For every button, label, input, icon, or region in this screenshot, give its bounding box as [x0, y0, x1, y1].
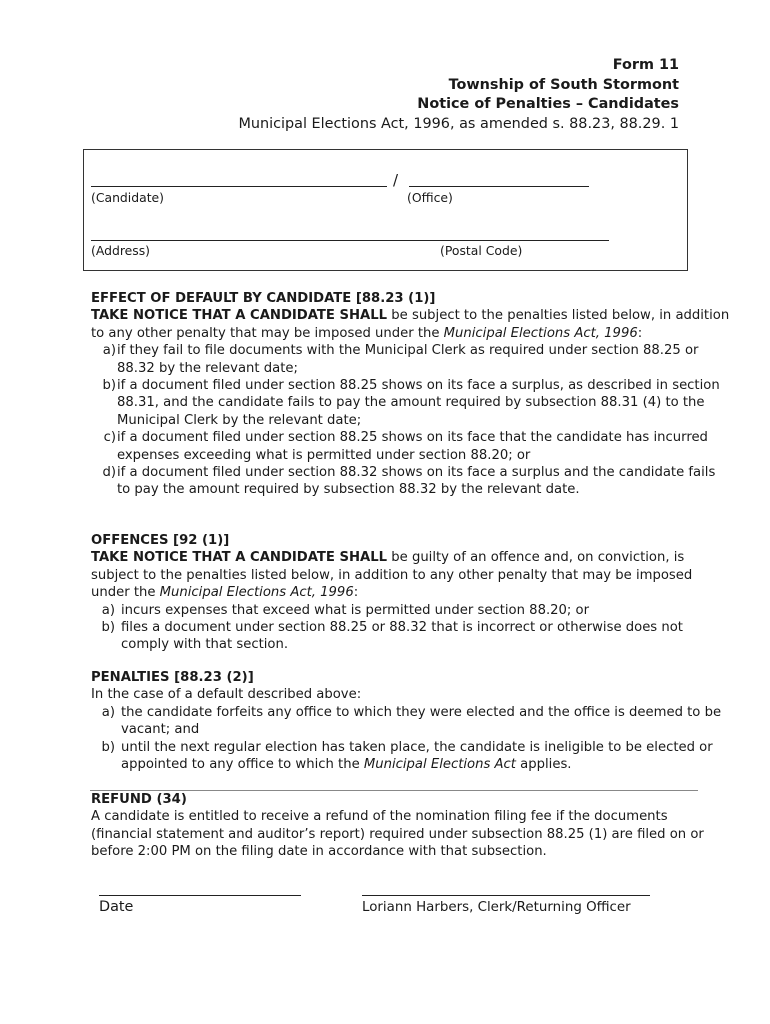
address-label: (Address): [91, 243, 151, 258]
default-item: [91, 342, 731, 377]
item-marker: a): [102, 343, 116, 359]
offence-item: [91, 602, 731, 619]
item-text: the candidate forfeits any office to which they were elected and the office is deemed to be vacant; and: [121, 704, 722, 738]
office-line[interactable]: [409, 186, 589, 187]
item-text: if a document filed under section 88.25 shows on its face a surplus, as described in section 88.31, and the candidate fails to pay the amount required by subsection 88.31 (4) to the Municipal Clerk by the relevant date;: [117, 378, 720, 428]
form-number: Form 11: [612, 57, 679, 73]
item-text-post: applies.: [515, 757, 572, 773]
default-lead-end: :: [637, 325, 643, 341]
penalties-section-title: PENALTIES [88.23 (2)]: [91, 670, 254, 685]
penalty-item: [91, 739, 731, 774]
item-text: files a document under section 88.25 or 88.32 that is incorrect or otherwise does not comply with that section.: [121, 620, 683, 653]
clerk-label: Loriann Harbers, Clerk/Returning Officer: [362, 900, 631, 915]
item-text-pre: until the next regular election has taken place, the candidate is ineligible to be elected or appointed to any office to which the: [121, 739, 713, 773]
postal-code-label: (Postal Code): [440, 243, 523, 258]
offences-lead: [91, 549, 731, 601]
item-marker: c): [103, 430, 116, 446]
item-marker: a): [101, 602, 115, 618]
offences-section: [91, 532, 731, 654]
default-item: [91, 377, 731, 429]
item-text: incurs expenses that exceed what is permitted under section 88.20; or: [121, 602, 590, 618]
refund-text: A candidate is entitled to receive a refund of the nomination filing fee if the documents (financial statement and auditor’s report) required under subsection 88.25 (1) are filed on or before 2:00 PM on the filing date in accordance with that subsection.: [91, 809, 704, 860]
default-section-title: EFFECT OF DEFAULT BY CANDIDATE [88.23 (1)]: [91, 291, 436, 306]
act-reference: Municipal Elections Act, 1996, as amended s. 88.23, 88.29. 1: [238, 115, 679, 132]
item-marker: b): [102, 378, 116, 394]
refund-section-title: REFUND (34): [91, 792, 187, 807]
item-marker: d): [102, 465, 116, 481]
form-header: [238, 56, 679, 134]
offence-item: [91, 619, 731, 654]
form-title: Notice of Penalties – Candidates: [417, 96, 679, 112]
offences-lead-bold: TAKE NOTICE THAT A CANDIDATE SHALL: [91, 550, 388, 566]
default-item: [91, 429, 731, 464]
item-marker: b): [101, 739, 115, 755]
offences-lead-act: Municipal Elections Act, 1996: [159, 585, 354, 601]
candidate-info-box: [83, 149, 688, 271]
field-separator: /: [393, 171, 399, 189]
clerk-signature-line[interactable]: [362, 895, 650, 896]
default-section: [91, 290, 731, 499]
date-signature-line[interactable]: [99, 895, 301, 896]
default-lead: [91, 307, 731, 342]
office-label: (Office): [407, 190, 453, 205]
item-text: if a document filed under section 88.25 shows on its face that the candidate has incurred expenses exceeding what is permitted under section 88.20; or: [117, 430, 708, 463]
penalty-item: [91, 704, 731, 739]
offences-lead-end: :: [353, 585, 359, 601]
item-text-act: Municipal Elections Act: [363, 757, 516, 773]
default-lead-bold: TAKE NOTICE THAT A CANDIDATE SHALL: [91, 308, 388, 324]
default-lead-act: Municipal Elections Act, 1996: [443, 325, 638, 341]
municipality-name: Township of South Stormont: [448, 76, 679, 93]
offences-section-title: OFFENCES [92 (1)]: [91, 533, 230, 548]
default-lead-text: be subject to the penalties listed below, in addition to any other penalty that may be imposed under the: [91, 308, 730, 341]
penalties-section: [91, 669, 731, 773]
item-text: [121, 739, 731, 774]
offences-lead-text: be guilty of an offence and, on conviction, is subject to the penalties listed below, in addition to any other penalty that may be imposed under the: [91, 550, 693, 601]
candidate-name-line[interactable]: [91, 186, 387, 187]
penalties-lead: In the case of a default described above:: [91, 687, 362, 703]
address-line[interactable]: [91, 240, 609, 241]
item-text: if a document filed under section 88.32 shows on its face a surplus and the candidate fails to pay the amount required by subsection 88.32 by the relevant date.: [117, 465, 716, 498]
item-marker: b): [101, 620, 115, 636]
default-item: [91, 464, 731, 499]
item-text: if they fail to file documents with the Municipal Clerk as required under section 88.25 or 88.32 by the relevant date;: [117, 343, 699, 376]
item-marker: a): [101, 704, 115, 720]
refund-section: [91, 791, 731, 861]
candidate-label: (Candidate): [91, 190, 165, 205]
date-label: Date: [99, 899, 134, 915]
